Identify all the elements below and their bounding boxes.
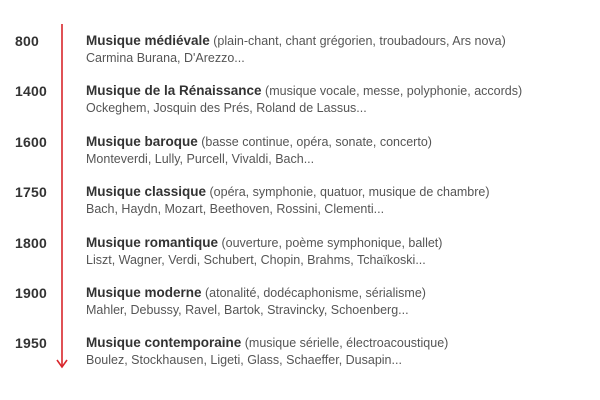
period-composers: Bach, Haydn, Mozart, Beethoven, Rossini, Clementi... bbox=[86, 202, 385, 216]
period-genres: (musique vocale, messe, polyphonie, accords) bbox=[261, 84, 523, 98]
period-composers: Boulez, Stockhausen, Ligeti, Glass, Schaeffer, Dusapin... bbox=[86, 353, 402, 367]
period-composers: Mahler, Debussy, Ravel, Bartok, Stravincky, Schoenberg... bbox=[86, 303, 409, 317]
period-genres: (opéra, symphonie, quatuor, musique de chambre) bbox=[206, 185, 490, 199]
period-line bbox=[86, 335, 448, 350]
timeline-entry-contemporary bbox=[0, 335, 600, 375]
period-name: Musique classique bbox=[86, 184, 207, 199]
period-line bbox=[86, 134, 432, 149]
year-label: 1600 bbox=[15, 134, 47, 150]
period-composers: Monteverdi, Lully, Purcell, Vivaldi, Bach... bbox=[86, 152, 315, 166]
period-name: Musique médiévale bbox=[86, 33, 210, 48]
period-composers: Carmina Burana, D'Arezzo... bbox=[86, 51, 245, 65]
period-genres: (musique sérielle, électroacoustique) bbox=[241, 336, 449, 350]
timeline-entry-baroque bbox=[0, 134, 600, 174]
year-label: 1900 bbox=[15, 285, 47, 301]
period-line bbox=[86, 285, 426, 300]
year-label: 1400 bbox=[15, 83, 47, 99]
period-name: Musique moderne bbox=[86, 285, 202, 300]
period-name: Musique de la Rénaissance bbox=[86, 83, 262, 98]
timeline-entry-renaissance bbox=[0, 83, 600, 123]
year-label: 1750 bbox=[15, 184, 47, 200]
period-line bbox=[86, 235, 442, 250]
timeline-entry-medieval bbox=[0, 33, 600, 73]
timeline-entry-modern bbox=[0, 285, 600, 325]
timeline-entry-romantic bbox=[0, 235, 600, 275]
timeline-entry-classical bbox=[0, 184, 600, 224]
period-composers: Liszt, Wagner, Verdi, Schubert, Chopin, Brahms, Tchaïkoski... bbox=[86, 253, 426, 267]
period-name: Musique baroque bbox=[86, 134, 198, 149]
period-genres: (basse continue, opéra, sonate, concerto) bbox=[197, 135, 432, 149]
period-composers: Ockeghem, Josquin des Prés, Roland de Lassus... bbox=[86, 101, 367, 115]
year-label: 800 bbox=[15, 33, 39, 49]
period-name: Musique romantique bbox=[86, 235, 219, 250]
period-name: Musique contemporaine bbox=[86, 335, 242, 350]
year-label: 1950 bbox=[15, 335, 47, 351]
period-line bbox=[86, 184, 490, 199]
period-line bbox=[86, 33, 506, 48]
year-label: 1800 bbox=[15, 235, 47, 251]
period-genres: (plain-chant, chant grégorien, troubadours, Ars nova) bbox=[209, 34, 506, 48]
period-line bbox=[86, 83, 522, 98]
period-genres: (atonalité, dodécaphonisme, sérialisme) bbox=[201, 286, 426, 300]
period-genres: (ouverture, poème symphonique, ballet) bbox=[218, 236, 443, 250]
